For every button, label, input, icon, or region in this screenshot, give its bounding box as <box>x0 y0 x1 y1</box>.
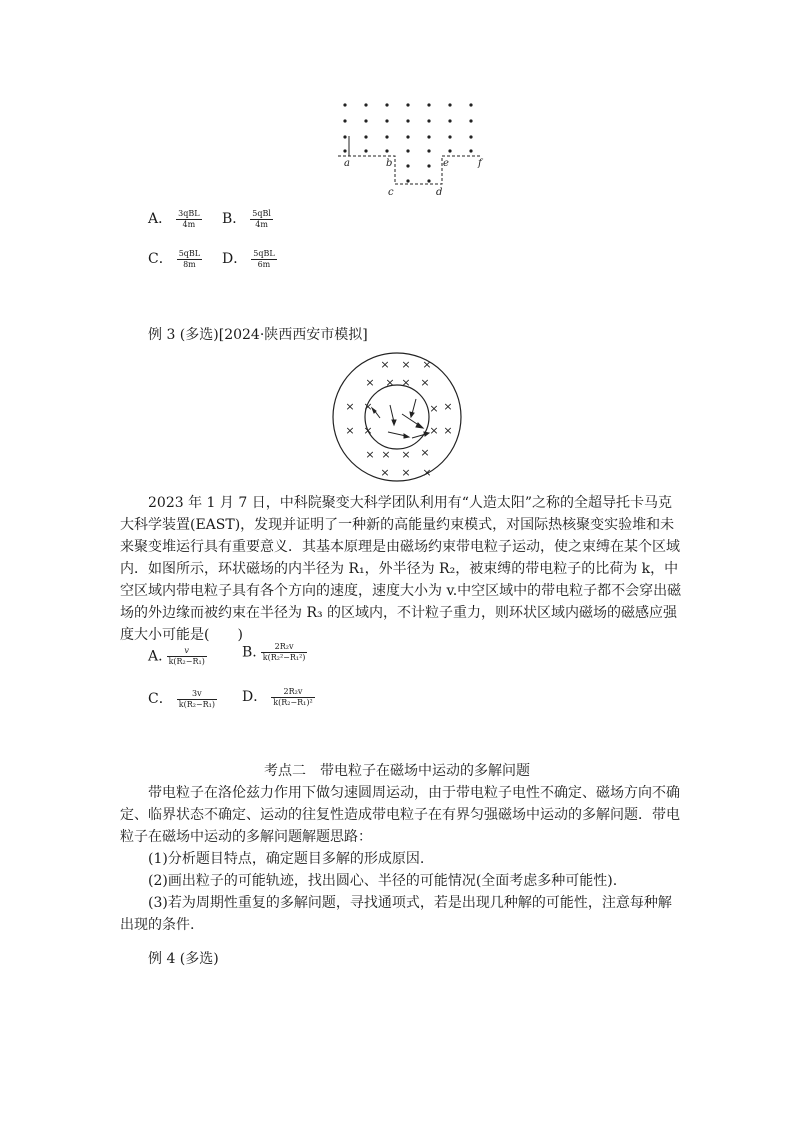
svg-text:×: × <box>380 358 390 371</box>
section-title: 考点二 带电粒子在磁场中运动的多解问题 <box>264 763 530 779</box>
example3-line-7: 度大小可能是( ) <box>120 627 243 643</box>
example3-line-5: 空区域内带电粒子具有各个方向的速度，速度大小为 v.中空区域中的带电粒子都不会穿出磁 <box>120 583 682 599</box>
example3-line-3: 来聚变堆运行具有重要意义．其基本原理是由磁场约束带电粒子运动，使之束缚在某个区域 <box>120 539 680 555</box>
prev-option-c: C． $\frac{\text{5qBL}}{8m}$ <box>148 248 201 269</box>
intro-line-2: 定、临界状态不确定、运动的往复性造成带电粒子在有界匀强磁场中运动的多解问题．带电 <box>120 807 680 823</box>
svg-text:×: × <box>429 402 439 415</box>
step-3-line-1: (3)若为周期性重复的多解问题，寻找通项式，若是出现几种解的可能性，注意每种解 <box>148 895 672 911</box>
svg-text:×: × <box>443 400 453 413</box>
svg-text:×: × <box>365 448 375 461</box>
ex3-option-b: B. $\frac{\text{2R₂v}}{\text{k(R₂²−R₁²)}}$ <box>242 642 306 662</box>
svg-text:×: × <box>420 446 430 459</box>
svg-text:×: × <box>345 400 355 413</box>
section-intro <box>120 782 680 936</box>
intro-line-1: 带电粒子在洛伦兹力作用下做匀速圆周运动，由于带电粒子电性不确定、磁场方向不确 <box>148 785 680 801</box>
label-e: e <box>443 158 449 169</box>
svg-text:×: × <box>443 424 453 437</box>
step-1: (1)分析题目特点，确定题目多解的形成原因. <box>148 851 425 867</box>
label-d: d <box>436 187 443 198</box>
label-b: b <box>386 158 393 169</box>
example4-header: 例 4 (多选) <box>148 951 219 967</box>
svg-text:×: × <box>401 448 411 461</box>
svg-text:×: × <box>401 466 411 479</box>
prev-option-a: A． $\frac{\text{3qBL}}{4m}$ <box>148 208 200 229</box>
svg-text:×: × <box>380 466 390 479</box>
example3-line-4: 内．如图所示，环状磁场的内半径为 R₁，外半径为 R₂，被束缚的带电粒子的比荷为 k，中 <box>120 561 679 577</box>
svg-text:×: × <box>363 424 373 437</box>
label-a: a <box>344 158 350 169</box>
step-2: (2)画出粒子的可能轨迹，找出圆心、半径的可能情况(全面考虑多种可能性). <box>148 873 618 889</box>
label-c: c <box>388 187 394 198</box>
svg-text:×: × <box>422 358 432 371</box>
ex3-option-a: A. $\frac{v}{\text{k(R₂−R₁)}}$ <box>148 646 205 666</box>
svg-text:×: × <box>365 376 375 389</box>
svg-text:×: × <box>422 466 432 479</box>
svg-text:×: × <box>363 400 373 413</box>
svg-text:×: × <box>381 448 391 461</box>
label-f: f <box>478 158 482 169</box>
example3-line-6: 场的外边缘而被约束在半径为 R₃ 的区域内，不计粒子重力，则环状区域内磁场的磁感应强 <box>120 605 678 621</box>
example3-line-2: 大科学装置(EAST)，发现并证明了一种新的高能量约束模式，对国际热核聚变实验堆和未 <box>120 517 675 533</box>
svg-text:×: × <box>401 376 411 389</box>
ex3-option-d: D． $\frac{\text{2R₂v}}{\text{k(R₂−R₁)²}}$ <box>242 686 313 707</box>
prev-option-b: B． $\frac{\text{5qBl}}{4m}$ <box>222 208 271 229</box>
example3-header: 例 3 (多选)[2024·陕西西安市模拟] <box>148 327 368 343</box>
prev-option-d: D． $\frac{\text{5qBL}}{6m}$ <box>222 248 275 269</box>
annular-field-diagram <box>330 350 464 484</box>
step-3-line-2: 出现的条件. <box>120 917 195 933</box>
example3-body <box>120 492 682 646</box>
svg-text:×: × <box>429 424 439 437</box>
svg-text:×: × <box>385 376 395 389</box>
svg-text:×: × <box>345 424 355 437</box>
svg-text:×: × <box>401 358 411 371</box>
ex3-option-c: C． $\frac{3v}{\text{k(R₂−R₁)}}$ <box>148 688 215 709</box>
field-diagram-dots <box>330 96 500 200</box>
svg-text:×: × <box>420 376 430 389</box>
intro-line-3: 粒子在磁场中运动的多解问题解题思路： <box>120 829 372 845</box>
example3-line-1: 2023 年 1 月 7 日，中科院聚变大科学团队利用有“人造太阳”之称的全超导托卡马克 <box>148 495 673 511</box>
